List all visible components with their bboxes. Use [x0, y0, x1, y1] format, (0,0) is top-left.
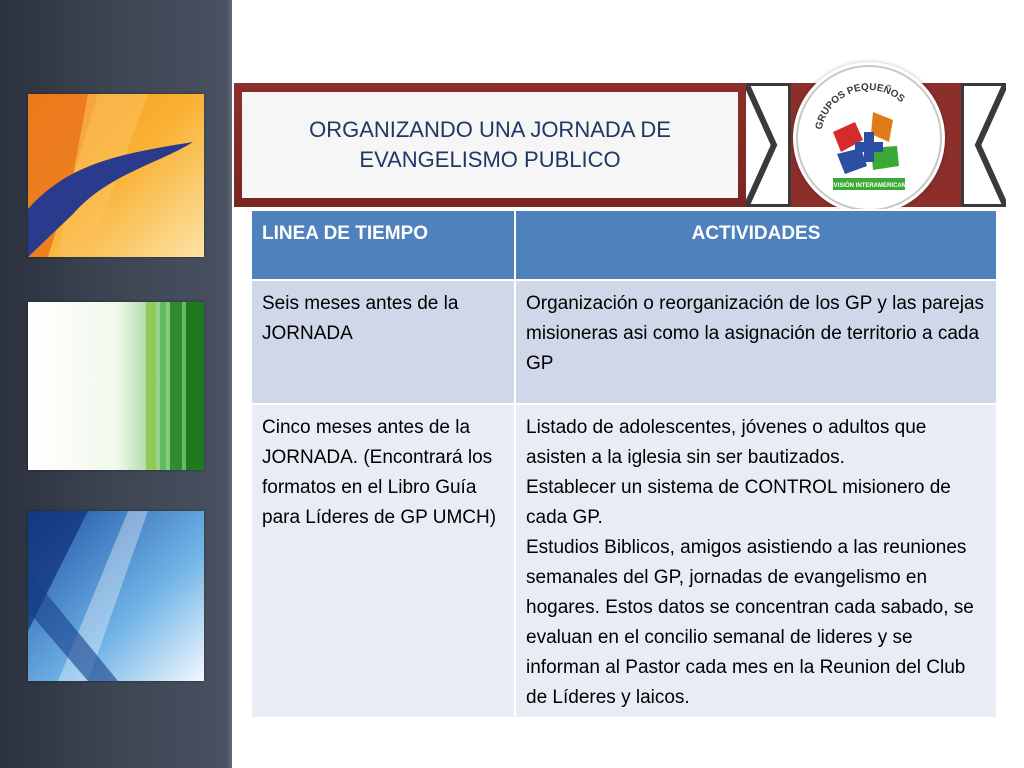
table-header-row — [251, 210, 997, 280]
actividad-text: Estudios Biblicos, amigos asistiendo a las reuniones semanales del GP, jornadas de evangelismo en hogares. Estos datos se concentran cada sabado, se evaluan en el concilio semanal de lideres y se informan al Pastor cada mes en la Reunion del Club de Líderes y laicos. — [526, 537, 974, 708]
actividad-text: Organización o reorganización de los GP y las parejas misioneras asi como la asignación de territorio a cada GP — [526, 293, 985, 374]
cell-actividades — [515, 404, 997, 718]
title-banner — [234, 83, 746, 207]
cell-actividades — [515, 280, 997, 404]
sidebar-edge — [226, 0, 234, 768]
actividad-text: Establecer un sistema de CONTROL misionero de cada GP. — [526, 477, 951, 528]
green-stripes-image — [28, 302, 204, 470]
grupos-pequenos-logo — [793, 62, 945, 214]
page-title: ORGANIZANDO UNA JORNADA DE EVANGELISMO PUBLICO — [309, 117, 671, 172]
cell-tiempo: Cinco meses antes de la JORNADA. (Encontrará los formatos en el Libro Guía para Líderes de GP UMCH) — [251, 404, 515, 718]
cell-tiempo: Seis meses antes de la JORNADA — [251, 280, 515, 404]
actividad-text: Listado de adolescentes, jóvenes o adultos que asisten a la iglesia sin ser bautizados. — [526, 417, 927, 468]
logo-text-bottom: DIVISIÓN INTERAMERICANA — [827, 183, 911, 189]
header-linea-de-tiempo: LINEA DE TIEMPO — [251, 210, 515, 280]
title-panel — [242, 92, 738, 198]
table-row — [251, 280, 997, 404]
logo-text-top: GRUPOS PEQUEÑOS — [813, 81, 907, 131]
blue-rays-image — [28, 511, 204, 681]
header-actividades: ACTIVIDADES — [515, 210, 997, 280]
orange-wave-image — [28, 94, 204, 257]
table-row — [251, 404, 997, 718]
timeline-table — [250, 209, 998, 719]
